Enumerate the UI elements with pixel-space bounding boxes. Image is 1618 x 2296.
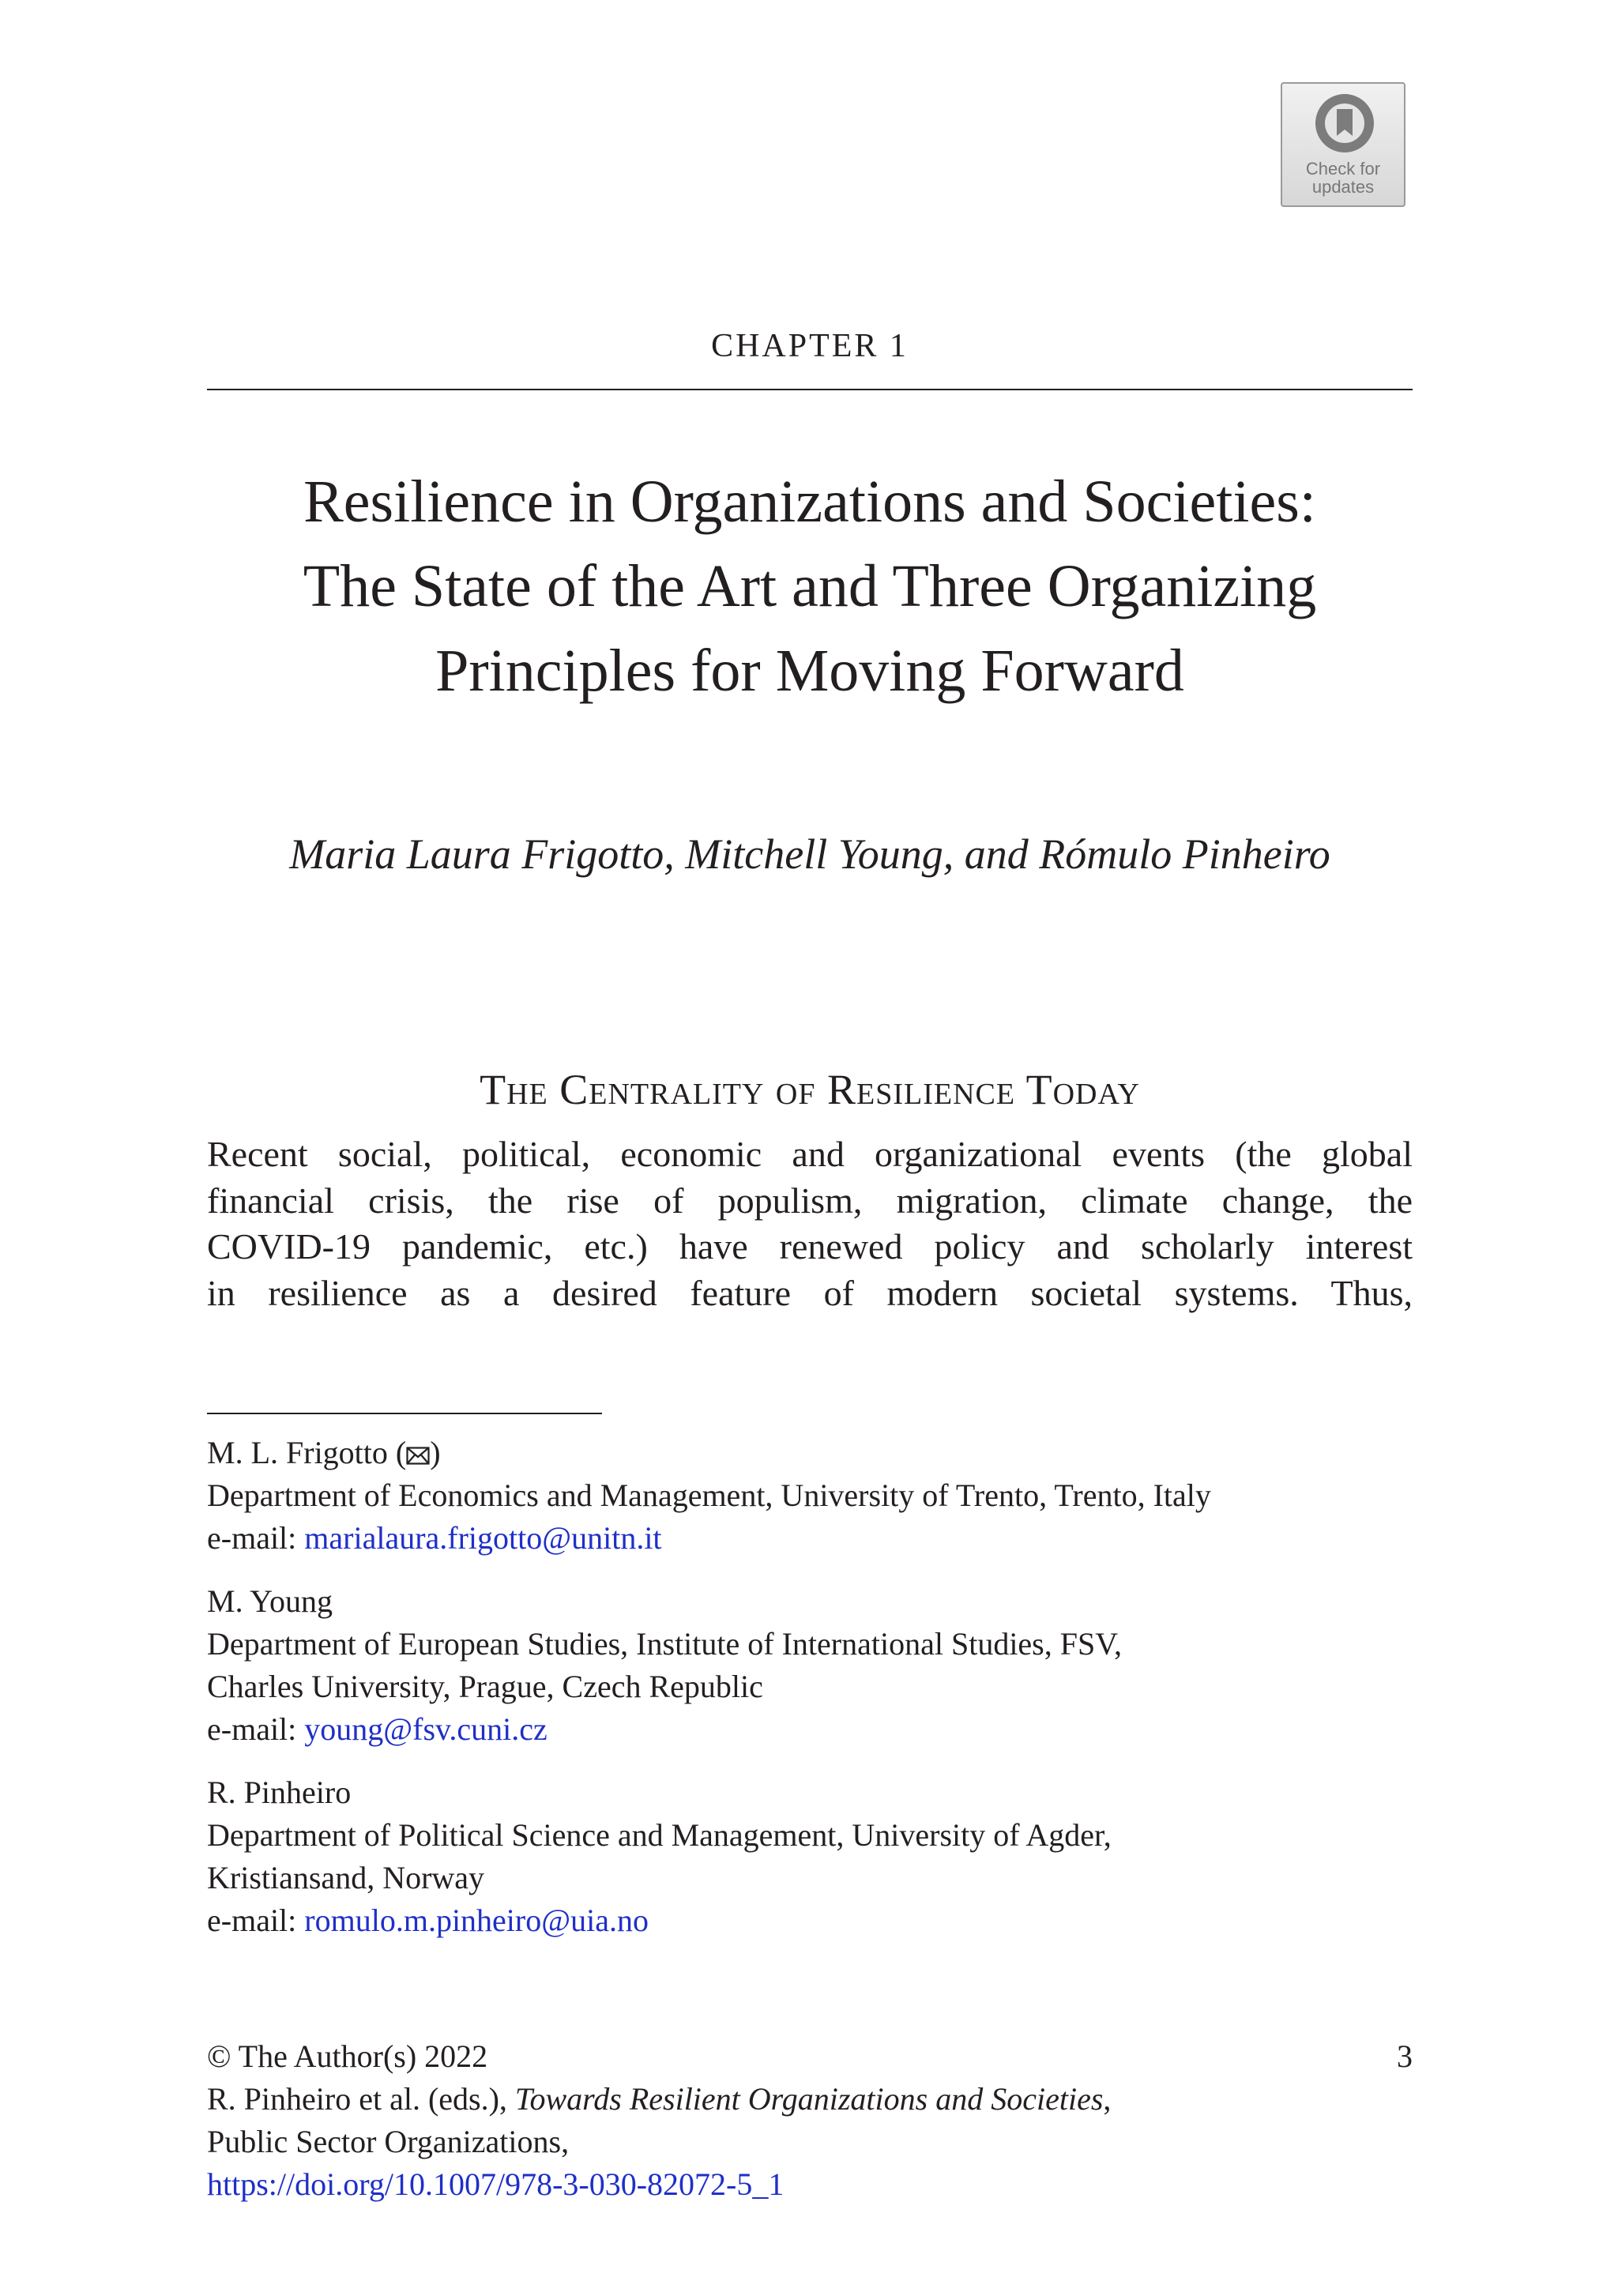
affiliation-young [207, 1580, 1439, 1751]
body-paragraph [207, 1131, 1413, 1316]
series-line: Public Sector Organizations, [207, 2124, 570, 2159]
affiliation-name-line [207, 1432, 1439, 1474]
doi-line [207, 2163, 1413, 2206]
affiliation-frigotto [207, 1432, 1439, 1560]
affiliation-location: Charles University, Prague, Czech Republic [207, 1669, 763, 1704]
title-line-3: Principles for Moving Forward [435, 638, 1184, 704]
copyright-line: © The Author(s) 2022 [207, 2038, 488, 2074]
citation-editors: R. Pinheiro et al. (eds.), [207, 2081, 515, 2117]
citation-line [207, 2078, 1413, 2121]
affiliation-email-line [207, 1517, 1439, 1560]
chapter-label: CHAPTER 1 [711, 328, 909, 364]
affiliation-pinheiro [207, 1771, 1439, 1942]
email-label: e-mail: [207, 1520, 305, 1556]
affiliation-location: Kristiansand, Norway [207, 1860, 485, 1895]
badge-label-line-2: updates [1311, 177, 1375, 197]
section-heading: The Centrality of Resilience Today [480, 1066, 1140, 1113]
body-line-4: in resilience as a desired feature of modern societal systems. Thus, [207, 1272, 1413, 1313]
affiliation-email-line [207, 1899, 1439, 1942]
chapter-divider [207, 389, 1413, 390]
affiliation-department: Department of Economics and Management, University of Trento, Trento, Italy [207, 1477, 1211, 1513]
body-line-3: COVID-19 pandemic, etc.) have renewed policy and scholarly interest [207, 1226, 1413, 1267]
author-name: R. Pinheiro [207, 1775, 352, 1810]
affiliation-department: Department of Political Science and Management, University of Agder, [207, 1817, 1112, 1853]
author-name: M. L. Frigotto ( [207, 1435, 407, 1470]
page-number: 3 [1397, 2038, 1413, 2074]
citation-comma: , [1103, 2081, 1112, 2117]
author-affiliations [207, 1432, 1439, 1963]
crossmark-icon [1313, 92, 1376, 155]
author-name-suffix: ) [430, 1435, 441, 1470]
title-line-2: The State of the Art and Three Organizing [303, 553, 1317, 619]
book-title: Towards Resilient Organizations and Societies [514, 2081, 1104, 2117]
email-link[interactable]: marialaura.frigotto@unitn.it [304, 1520, 662, 1556]
email-label: e-mail: [207, 1903, 305, 1938]
envelope-icon [406, 1447, 430, 1465]
affiliation-department: Department of European Studies, Institute of International Studies, FSV, [207, 1626, 1122, 1662]
body-line-1: Recent social, political, economic and organizational events (the global [207, 1134, 1413, 1174]
author-name: M. Young [207, 1583, 333, 1619]
email-link[interactable]: romulo.m.pinheiro@uia.no [304, 1903, 649, 1938]
email-label: e-mail: [207, 1711, 305, 1747]
email-link[interactable]: young@fsv.cuni.cz [304, 1711, 547, 1747]
affiliation-email-line [207, 1708, 1439, 1751]
badge-label-line-1: Check for [1305, 159, 1381, 179]
check-for-updates-badge[interactable] [1281, 82, 1405, 207]
body-line-2: financial crisis, the rise of populism, migration, climate change, the [207, 1180, 1413, 1221]
chapter-title [207, 460, 1413, 713]
author-list: Maria Laura Frigotto, Mitchell Young, and Rómulo Pinheiro [289, 830, 1330, 878]
doi-link[interactable]: https://doi.org/10.1007/978-3-030-82072-5_1 [207, 2166, 785, 2202]
badge-label [1282, 160, 1404, 196]
title-line-1: Resilience in Organizations and Societies: [303, 469, 1316, 535]
copyright-block [207, 2035, 1413, 2206]
footnote-divider [207, 1413, 602, 1414]
